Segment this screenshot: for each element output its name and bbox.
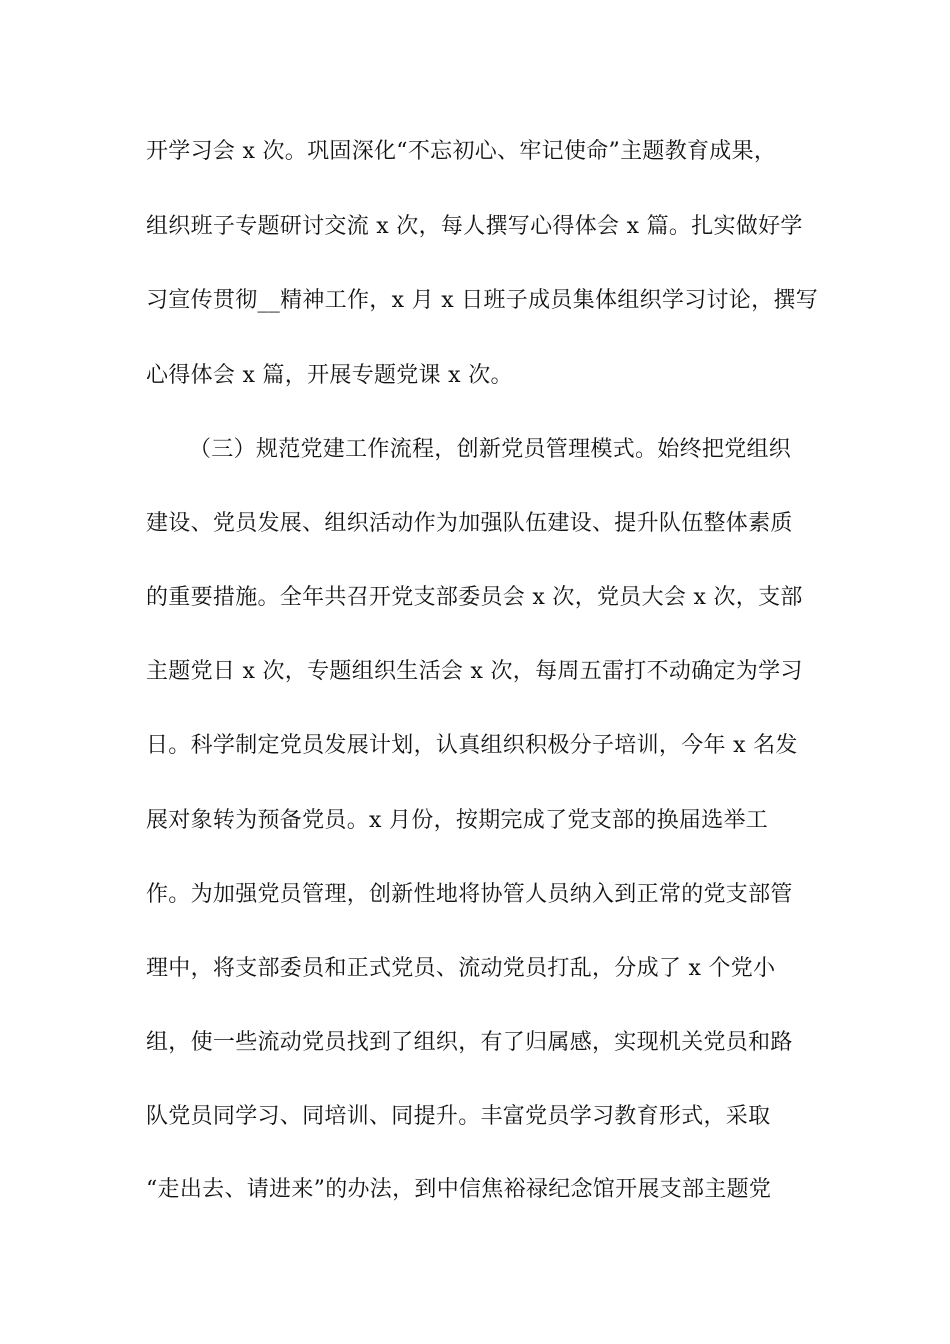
text-line-11: 作。为加强党员管理，创新性地将协管人员纳入到正常的党支部管 [146,882,793,907]
text-line-10: 展对象转为预备党员。x 月份，按期完成了党支部的换届选举工 [146,808,769,833]
text-line-1: 开学习会 x 次。巩固深化“不忘初心、牢记使命”主题教育成果， [146,139,777,164]
section-heading-3: （三）规范党建工作流程，创新党员管理模式。始终把党组织 [189,437,792,462]
text-line-7: 的重要措施。全年共召开党支部委员会 x 次，党员大会 x 次，支部 [146,585,803,610]
text-line-6: 建设、党员发展、组织活动作为加强队伍建设、提升队伍整体素质 [146,511,793,536]
text-line-9: 日。科学制定党员发展计划，认真组织积极分子培训，今年 x 名发 [146,733,798,758]
text-line-3: 习宣传贯彻__精神工作，x 月 x 日班子成员集体组织学习讨论，撰写 [146,288,818,313]
text-line-15: “走出去、请进来”的办法，到中信焦裕禄纪念馆开展支部主题党 [146,1177,772,1202]
text-line-4: 心得体会 x 篇，开展专题党课 x 次。 [146,363,513,388]
text-line-8: 主题党日 x 次，专题组织生活会 x 次，每周五雷打不动确定为学习 [146,659,803,684]
text-line-12: 理中，将支部委员和正式党员、流动党员打乱，分成了 x 个党小 [146,956,776,981]
text-line-2: 组织班子专题研讨交流 x 次，每人撰写心得体会 x 篇。扎实做好学 [146,214,803,239]
text-line-13: 组，使一些流动党员找到了组织，有了归属感，实现机关党员和路 [146,1030,793,1055]
text-line-14: 队党员同学习、同培训、同提升。丰富党员学习教育形式，采取 [146,1104,771,1129]
